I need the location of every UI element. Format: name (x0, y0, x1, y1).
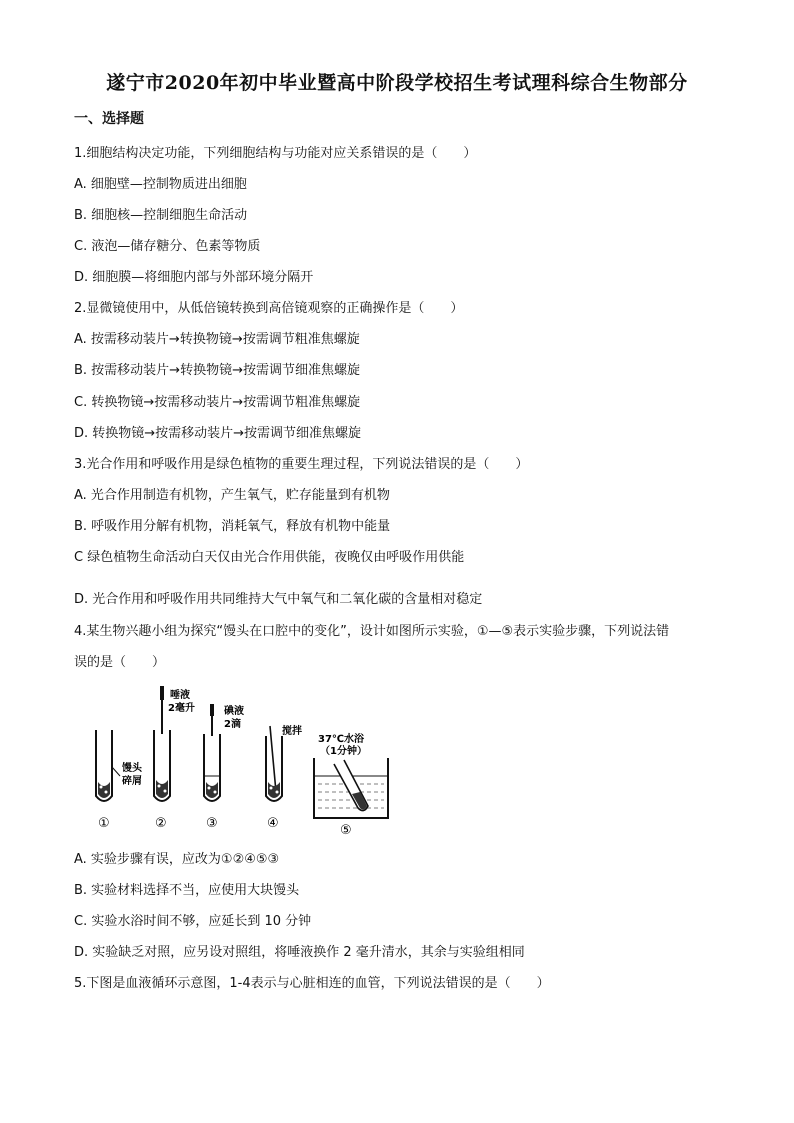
step-2-label: ② (155, 816, 167, 831)
bread-label-1: 馒头 (122, 763, 142, 774)
q1-option-b: B. 细胞核—控制细胞生命活动 (74, 208, 248, 223)
q4-option-d: D. 实验缺乏对照，应另设对照组，将唾液换作 2 毫升清水，其余与实验组相同 (74, 945, 525, 960)
page-title: 遂宁市2020年初中毕业暨高中阶段学校招生考试理科综合生物部分 (106, 72, 688, 94)
q3-stem: 3.光合作用和呼吸作用是绿色植物的重要生理过程，下列说法错误的是（ ） (74, 457, 529, 472)
q4-option-a: A. 实验步骤有误，应改为①②④⑤③ (74, 852, 280, 867)
step-5-label: ⑤ (340, 823, 352, 838)
q3-option-a: A. 光合作用制造有机物，产生氧气，贮存能量到有机物 (74, 488, 390, 503)
q1-option-d: D. 细胞膜—将细胞内部与外部环境分隔开 (74, 270, 314, 285)
q2-stem: 2.显微镜使用中，从低倍镜转换到高倍镜观察的正确操作是（ ） (74, 301, 464, 316)
test-tube-4 (266, 726, 282, 801)
saliva-label-1: 唾液 (170, 690, 190, 701)
iodine-label-1: 碘液 (224, 706, 244, 717)
step-4-label: ④ (267, 816, 279, 831)
water-bath-beaker (314, 758, 388, 818)
bath-label-1: 37℃水浴 (318, 734, 365, 745)
section-heading: 一、选择题 (74, 111, 144, 127)
q1-option-a: A. 细胞壁—控制物质进出细胞 (74, 177, 247, 192)
step-3-label: ③ (206, 816, 218, 831)
iodine-label-2: 2滴 (224, 719, 241, 730)
q4-option-c: C. 实验水浴时间不够，应延长到 10 分钟 (74, 914, 312, 929)
saliva-label-2: 2毫升 (168, 703, 195, 714)
step-1-label: ① (98, 816, 110, 831)
q4-option-b: B. 实验材料选择不当，应使用大块馒头 (74, 883, 300, 898)
q3-option-c: C 绿色植物生命活动白天仅由光合作用供能，夜晚仅由呼吸作用供能 (74, 550, 465, 565)
q2-option-b: B. 按需移动装片→转换物镜→按需调节细准焦螺旋 (74, 363, 360, 378)
stir-label: 搅拌 (282, 726, 302, 737)
q4-stem-line2: 误的是（ ） (74, 655, 166, 670)
q5-stem: 5.下图是血液循环示意图，1-4表示与心脏相连的血管，下列说法错误的是（ ） (74, 976, 550, 991)
q2-option-a: A. 按需移动装片→转换物镜→按需调节粗准焦螺旋 (74, 332, 360, 347)
q2-option-d: D. 转换物镜→按需移动装片→按需调节细准焦螺旋 (74, 426, 362, 441)
q3-option-b: B. 呼吸作用分解有机物，消耗氧气，释放有机物中能量 (74, 519, 391, 534)
q3-option-d: D. 光合作用和呼吸作用共同维持大气中氧气和二氧化碳的含量相对稳定 (74, 592, 483, 607)
experiment-figure (88, 672, 400, 838)
test-tube-1 (96, 730, 120, 801)
q2-option-c: C. 转换物镜→按需移动装片→按需调节粗准焦螺旋 (74, 395, 361, 410)
bread-label-2: 碎屑 (122, 776, 142, 787)
q1-stem: 1.细胞结构决定功能，下列细胞结构与功能对应关系错误的是（ ） (74, 146, 477, 161)
q1-option-c: C. 液泡—储存糖分、色素等物质 (74, 239, 261, 254)
bath-label-2: （1分钟） (320, 746, 367, 757)
q4-stem-line1: 4.某生物兴趣小组为探究“馒头在口腔中的变化”，设计如图所示实验，①—⑤表示实验步骤，下列说法错 (74, 624, 670, 639)
test-tube-3 (204, 704, 220, 801)
